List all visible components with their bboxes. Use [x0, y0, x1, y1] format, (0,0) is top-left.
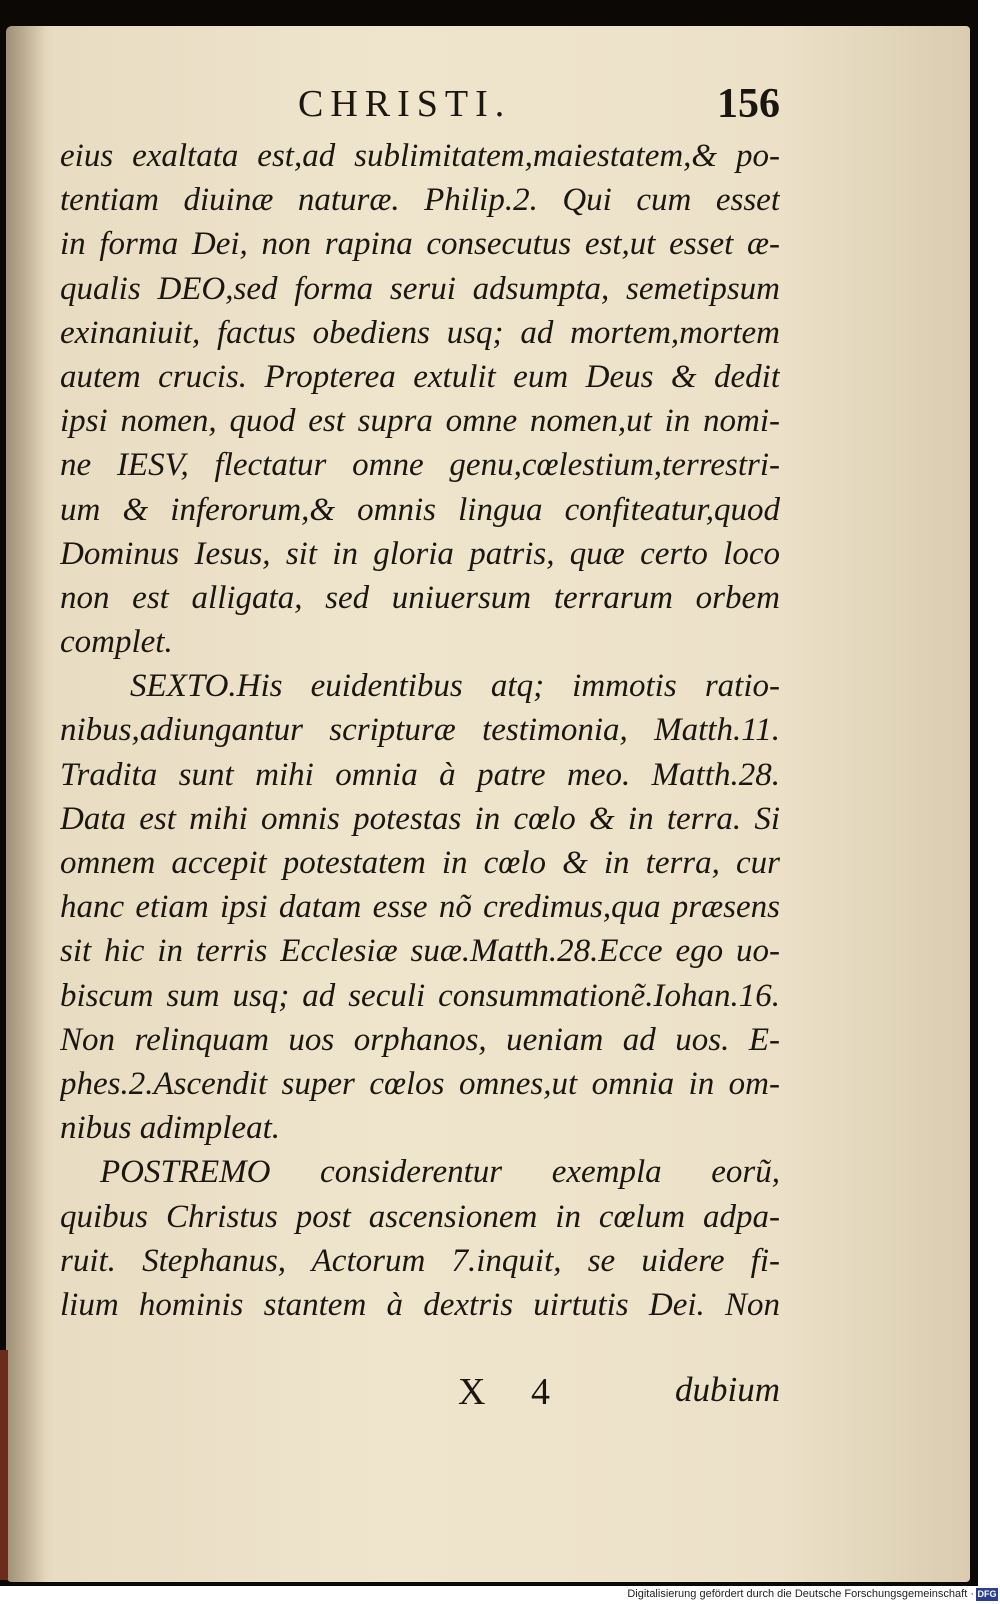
running-head: CHRISTI.	[298, 83, 512, 125]
text-line: omnem accepit potestatem in cœlo & in terra, cur	[60, 845, 780, 881]
text-line: autem crucis. Propterea extulit eum Deus & dedit	[60, 358, 780, 395]
page-header	[60, 82, 780, 132]
text-line: Tradita sunt mihi omnia à patre meo. Matth.28.	[60, 756, 780, 793]
text-line: phes.2.Ascendit super cœlos omnes,ut omnia in om-	[60, 1065, 780, 1102]
text-line: Data est mihi omnis potestas in cœlo & in terra. Si	[60, 800, 780, 837]
dfg-logo: DFG	[977, 1589, 997, 1599]
text-line: qualis DEO,sed forma serui adsumpta, semetipsum	[60, 270, 780, 307]
text-line: ne IESV, flectatur omne genu,cœlestium,terrestri-	[60, 447, 780, 484]
spine-edge	[0, 1350, 8, 1580]
text-line: nibus,adiungantur scripturæ testimonia, Matth.11.	[60, 712, 780, 749]
text-line: exinaniuit, factus obediens usq; ad mortem,mortem	[60, 314, 780, 351]
text-line: quibus Christus post ascensionem in cœlum adpa-	[60, 1198, 780, 1235]
text-line: um & inferorum,& omnis lingua confiteatur,quod	[60, 491, 780, 528]
page-footer	[60, 1370, 780, 1420]
text-line: eius exaltata est,ad sublimitatem,maiestatem,& po-	[60, 138, 780, 174]
text-line: ipsi nomen, quod est supra omne nomen,ut in nomi-	[60, 403, 780, 440]
body-text	[60, 134, 780, 1327]
text-line: biscum sum usq; ad seculi consummationẽ.Iohan.16.	[60, 977, 780, 1014]
text-line: in forma Dei, non rapina consecutus est,ut esset æ-	[60, 226, 780, 263]
text-line: lium hominis stantem à dextris uirtutis Dei. Non	[60, 1286, 780, 1323]
text-line: nibus adimpleat.	[60, 1110, 280, 1147]
text-line: tentiam diuinæ naturæ. Philip.2. Qui cum esset	[60, 182, 780, 219]
digitization-credit-bar	[0, 1586, 1000, 1604]
text-line: sit hic in terris Ecclesiæ suæ.Matth.28.Ecce ego uo-	[60, 933, 780, 970]
text-line: SEXTO.His euidentibus atq; immotis ratio-	[130, 668, 780, 705]
text-line: complet.	[60, 624, 173, 661]
catchword: dubium	[675, 1370, 780, 1409]
gutter-shadow	[6, 26, 46, 1582]
text-line: ruit. Stephanus, Actorum 7.inquit, se uidere fi-	[60, 1242, 780, 1279]
text-line: Dominus Iesus, sit in gloria patris, quæ certo loco	[60, 535, 780, 572]
signature-mark: X 4	[458, 1371, 568, 1413]
credit-text: Digitalisierung gefördert durch die Deutsche Forschungsgemeinschaft ·	[627, 1588, 974, 1600]
text-line: non est alligata, sed uniuersum terrarum orbem	[60, 579, 780, 616]
text-line: hanc etiam ipsi datam esse nõ credimus,qua præsens	[60, 889, 780, 926]
page-number: 156	[717, 81, 780, 127]
text-line: POSTREMO considerentur exempla eorũ,	[100, 1154, 780, 1191]
text-line: Non relinquam uos orphanos, ueniam ad uos. E-	[60, 1021, 780, 1058]
